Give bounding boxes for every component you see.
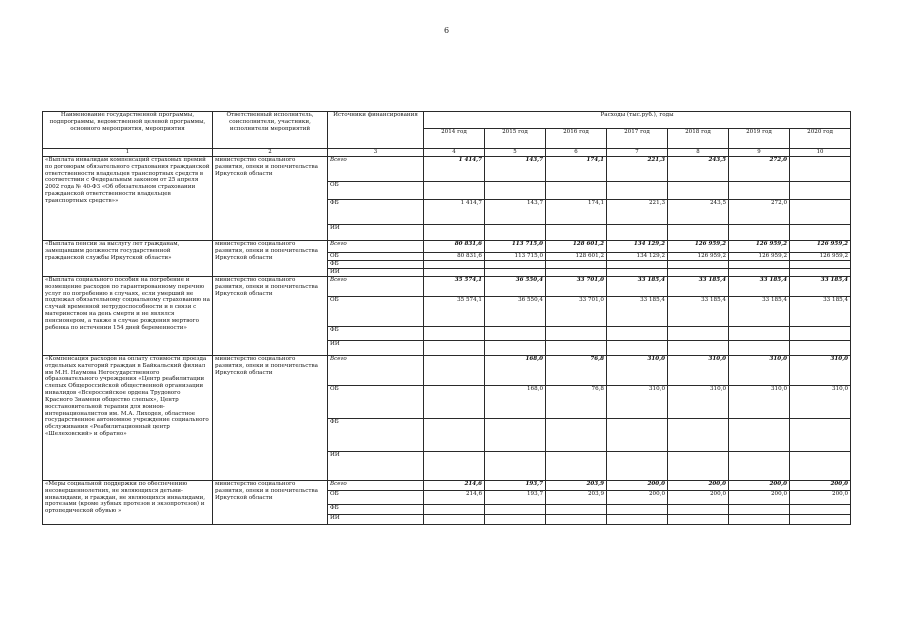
program-name: «Меры социальной поддержки по обеспечению несовершеннолетних, не являющихся детьми-инвалидами, и граждан, не являющихся инвалидами, протезами (кроме зубных протезов и экзопротезов) и ортопедической обувью » bbox=[43, 481, 213, 525]
expense-value bbox=[424, 356, 485, 386]
expense-value bbox=[668, 261, 729, 269]
expense-value: 272,0 bbox=[729, 157, 790, 182]
program-name: «Компенсация расходов на оплату стоимости проезда отдельных категорий граждан в Байкальский филиал им М.Н. Наумова Негосударственного образовательного учреждения «Центр реабилитации слепых Общероссийской общественной организации инвалидов «Всероссийское ордена Трудового Красного Знамени общество слепых», Центр восстановительной терапии для воинов-интернационалистов им. М.А. Лиходея, областное государственное автономное учреждение социального обслуживания «Реабилитационный центр «Шелеховский» и обратно» bbox=[43, 356, 213, 481]
column-number: 2 bbox=[213, 149, 328, 157]
expense-value bbox=[729, 505, 790, 515]
column-number: 9 bbox=[729, 149, 790, 157]
expense-value bbox=[668, 225, 729, 241]
expense-value: 174,1 bbox=[546, 157, 607, 182]
expense-value bbox=[668, 341, 729, 356]
column-number: 3 bbox=[328, 149, 424, 157]
expense-value bbox=[790, 200, 851, 225]
expense-value: 128 601,2 bbox=[546, 253, 607, 261]
expense-value bbox=[546, 261, 607, 269]
expense-value bbox=[729, 269, 790, 277]
expense-value: 33 185,4 bbox=[790, 297, 851, 327]
funding-source: Всего bbox=[328, 157, 424, 182]
funding-source: Всего bbox=[328, 241, 424, 253]
expense-value bbox=[546, 182, 607, 200]
expense-value bbox=[790, 505, 851, 515]
expense-value: 33 185,4 bbox=[607, 277, 668, 297]
expense-value: 221,3 bbox=[607, 157, 668, 182]
expense-value bbox=[729, 225, 790, 241]
expense-value bbox=[546, 327, 607, 341]
expense-value: 33 185,4 bbox=[729, 277, 790, 297]
expense-value bbox=[546, 269, 607, 277]
expense-value bbox=[790, 182, 851, 200]
column-number: 8 bbox=[668, 149, 729, 157]
responsible-executor: министерство социального развития, опеки и попечительства Иркутской области bbox=[213, 481, 328, 525]
expense-value: 126 959,2 bbox=[668, 241, 729, 253]
expense-value: 200,0 bbox=[790, 481, 851, 491]
expense-value: 33 185,4 bbox=[790, 277, 851, 297]
expense-value bbox=[607, 452, 668, 481]
expense-value bbox=[607, 419, 668, 452]
column-number: 1 bbox=[43, 149, 213, 157]
expense-value bbox=[546, 419, 607, 452]
header-program-name: Наименование государственной программы, подпрограммы, ведомственной целевой программы, основного мероприятия, мероприятия bbox=[43, 112, 213, 149]
expense-value: 126 959,2 bbox=[729, 253, 790, 261]
header-year: 2020 год bbox=[790, 129, 851, 149]
expense-value bbox=[607, 269, 668, 277]
expense-value: 310,0 bbox=[607, 356, 668, 386]
table-row bbox=[43, 356, 851, 386]
expense-value bbox=[485, 452, 546, 481]
expense-value: 310,0 bbox=[668, 356, 729, 386]
expense-value: 33 185,4 bbox=[668, 297, 729, 327]
expense-value bbox=[607, 225, 668, 241]
expense-value: 80 831,6 bbox=[424, 253, 485, 261]
funding-source: ОБ bbox=[328, 297, 424, 327]
expense-value bbox=[424, 225, 485, 241]
expense-value bbox=[790, 157, 851, 182]
expense-value bbox=[790, 327, 851, 341]
expense-value: 168,0 bbox=[485, 386, 546, 419]
expense-value bbox=[607, 515, 668, 525]
expense-value: 143,7 bbox=[485, 200, 546, 225]
expense-value: 36 550,4 bbox=[485, 277, 546, 297]
expense-value: 200,0 bbox=[729, 481, 790, 491]
expense-value: 214,6 bbox=[424, 481, 485, 491]
header-responsible: Ответственный исполнитель, соисполнители, участники, исполнители мероприятий bbox=[213, 112, 328, 149]
expense-value: 200,0 bbox=[668, 481, 729, 491]
expense-value: 200,0 bbox=[790, 491, 851, 505]
expense-value bbox=[424, 452, 485, 481]
expense-value: 214,6 bbox=[424, 491, 485, 505]
expense-value bbox=[790, 225, 851, 241]
funding-source: ИИ bbox=[328, 341, 424, 356]
expense-value bbox=[485, 341, 546, 356]
expense-value: 33 185,4 bbox=[668, 277, 729, 297]
expense-value: 126 959,2 bbox=[668, 253, 729, 261]
expense-value bbox=[607, 327, 668, 341]
expense-value: 310,0 bbox=[668, 386, 729, 419]
column-number: 5 bbox=[485, 149, 546, 157]
funding-source: ФБ bbox=[328, 261, 424, 269]
funding-source: ИИ bbox=[328, 269, 424, 277]
header-year: 2014 год bbox=[424, 129, 485, 149]
expense-value bbox=[729, 419, 790, 452]
table-row bbox=[43, 241, 851, 253]
table-row bbox=[43, 481, 851, 491]
header-year: 2016 год bbox=[546, 129, 607, 149]
expense-value bbox=[424, 261, 485, 269]
funding-source: ФБ bbox=[328, 505, 424, 515]
expense-value bbox=[546, 225, 607, 241]
expense-value bbox=[424, 327, 485, 341]
expense-value bbox=[607, 182, 668, 200]
responsible-executor: министерство социального развития, опеки и попечительства Иркутской области bbox=[213, 356, 328, 481]
funding-source: ОБ bbox=[328, 253, 424, 261]
expense-value: 33 185,4 bbox=[607, 297, 668, 327]
expense-value bbox=[424, 341, 485, 356]
funding-source: ФБ bbox=[328, 200, 424, 225]
funding-source: ОБ bbox=[328, 491, 424, 505]
expense-value bbox=[668, 419, 729, 452]
funding-source: ФБ bbox=[328, 327, 424, 341]
expense-value bbox=[546, 505, 607, 515]
expense-value: 174,1 bbox=[546, 200, 607, 225]
column-number: 6 bbox=[546, 149, 607, 157]
expense-value: 200,0 bbox=[607, 491, 668, 505]
expense-value: 134 129,2 bbox=[607, 241, 668, 253]
expense-value: 1 414,7 bbox=[424, 157, 485, 182]
expense-value: 76,8 bbox=[546, 356, 607, 386]
expense-value: 33 701,0 bbox=[546, 297, 607, 327]
expense-value: 134 129,2 bbox=[607, 253, 668, 261]
expense-value: 113 715,0 bbox=[485, 253, 546, 261]
expense-value: 113 715,0 bbox=[485, 241, 546, 253]
expense-value: 128 601,2 bbox=[546, 241, 607, 253]
expense-value bbox=[729, 327, 790, 341]
header-year: 2019 год bbox=[729, 129, 790, 149]
expense-value: 203,9 bbox=[546, 491, 607, 505]
page-number: 6 bbox=[444, 26, 450, 35]
responsible-executor: министерство социального развития, опеки и попечительства Иркутской области bbox=[213, 241, 328, 277]
program-name: «Выплата пенсии за выслугу лет гражданам, замещавшим должности государственной гражданской службы Иркутской области» bbox=[43, 241, 213, 277]
column-number: 7 bbox=[607, 149, 668, 157]
expense-value bbox=[424, 515, 485, 525]
expense-value: 203,9 bbox=[546, 481, 607, 491]
expense-value: 76,8 bbox=[546, 386, 607, 419]
responsible-executor: министерство социального развития, опеки и попечительства Иркутской области bbox=[213, 277, 328, 356]
expense-value: 126 959,2 bbox=[729, 241, 790, 253]
expense-value bbox=[424, 182, 485, 200]
header-year: 2018 год bbox=[668, 129, 729, 149]
expense-value bbox=[790, 269, 851, 277]
expense-value: 310,0 bbox=[790, 386, 851, 419]
expense-value: 200,0 bbox=[729, 491, 790, 505]
expense-value bbox=[424, 386, 485, 419]
expense-value: 243,5 bbox=[668, 200, 729, 225]
expense-value bbox=[729, 182, 790, 200]
expense-value: 193,7 bbox=[485, 491, 546, 505]
expense-value bbox=[485, 261, 546, 269]
expense-value bbox=[607, 505, 668, 515]
column-number: 4 bbox=[424, 149, 485, 157]
expense-value bbox=[607, 341, 668, 356]
column-number: 10 bbox=[790, 149, 851, 157]
expense-value bbox=[729, 341, 790, 356]
expense-value bbox=[790, 419, 851, 452]
expense-value: 193,7 bbox=[485, 481, 546, 491]
expense-value bbox=[729, 261, 790, 269]
funding-source: ИИ bbox=[328, 225, 424, 241]
expense-value bbox=[668, 452, 729, 481]
expense-value bbox=[485, 327, 546, 341]
expense-value: 33 701,0 bbox=[546, 277, 607, 297]
funding-source: ФБ bbox=[328, 419, 424, 452]
header-funding-source: Источники финансирования bbox=[328, 112, 424, 149]
expense-value: 35 574,1 bbox=[424, 297, 485, 327]
expense-value bbox=[485, 505, 546, 515]
expense-value: 310,0 bbox=[607, 386, 668, 419]
expense-value bbox=[546, 452, 607, 481]
table-row bbox=[43, 157, 851, 182]
expense-value bbox=[424, 269, 485, 277]
expense-value bbox=[424, 419, 485, 452]
expense-value bbox=[668, 327, 729, 341]
funding-source: ОБ bbox=[328, 386, 424, 419]
funding-source: ИИ bbox=[328, 452, 424, 481]
expense-value: 168,0 bbox=[485, 356, 546, 386]
header-year: 2015 год bbox=[485, 129, 546, 149]
expense-value bbox=[668, 515, 729, 525]
header-expenses: Расходы (тыс.руб.), годы bbox=[424, 112, 851, 129]
expense-value: 126 959,2 bbox=[790, 253, 851, 261]
expense-value: 272,0 bbox=[729, 200, 790, 225]
expense-value bbox=[485, 419, 546, 452]
expense-value: 126 959,2 bbox=[790, 241, 851, 253]
expense-value: 200,0 bbox=[607, 481, 668, 491]
expense-value: 35 574,1 bbox=[424, 277, 485, 297]
expense-value bbox=[668, 505, 729, 515]
expense-value bbox=[668, 182, 729, 200]
expense-value: 200,0 bbox=[668, 491, 729, 505]
funding-source: ИИ bbox=[328, 515, 424, 525]
expense-value bbox=[668, 269, 729, 277]
expense-value: 1 414,7 bbox=[424, 200, 485, 225]
expense-value: 33 185,4 bbox=[729, 297, 790, 327]
expense-value bbox=[546, 341, 607, 356]
expense-value bbox=[790, 452, 851, 481]
expense-value bbox=[546, 515, 607, 525]
header-year: 2017 год bbox=[607, 129, 668, 149]
funding-source: Всего bbox=[328, 481, 424, 491]
funding-source: Всего bbox=[328, 356, 424, 386]
expense-value: 243,5 bbox=[668, 157, 729, 182]
expense-value bbox=[729, 452, 790, 481]
expense-value bbox=[790, 261, 851, 269]
funding-source: Всего bbox=[328, 277, 424, 297]
expense-value bbox=[424, 505, 485, 515]
expense-value bbox=[790, 341, 851, 356]
expense-value bbox=[485, 182, 546, 200]
expense-value: 310,0 bbox=[729, 386, 790, 419]
expense-value bbox=[485, 225, 546, 241]
responsible-executor: министерство социального развития, опеки и попечительства Иркутской области bbox=[213, 157, 328, 241]
program-name: «Выплата социального пособия на погребение и возмещение расходов по гарантированному перечню услуг по погребению в случаях, если умерший не подлежал обязательному социальному страхованию на случай временной нетрудоспособности и в связи с материнством на день смерти и не являлся пенсионером, а также в случае рождения мертвого ребенка по истечении 154 дней беременности» bbox=[43, 277, 213, 356]
expense-value bbox=[607, 261, 668, 269]
program-name: «Выплата инвалидам компенсаций страховых премий по договорам обязательного страхования гражданской ответственности владельцев транспортных средств в соответствии с Федеральным законом от 25 апреля 2002 года № 40-ФЗ «Об обязательном страховании гражданской ответственности владельцев транспортных средств»» bbox=[43, 157, 213, 241]
expense-value: 143,7 bbox=[485, 157, 546, 182]
expense-value bbox=[485, 269, 546, 277]
table-row bbox=[43, 277, 851, 297]
expense-value bbox=[729, 515, 790, 525]
expense-value bbox=[790, 515, 851, 525]
expense-value bbox=[485, 515, 546, 525]
expense-value: 310,0 bbox=[790, 356, 851, 386]
budget-table bbox=[42, 111, 851, 525]
expense-value: 221,3 bbox=[607, 200, 668, 225]
expense-value: 36 550,4 bbox=[485, 297, 546, 327]
expense-value: 310,0 bbox=[729, 356, 790, 386]
expense-value: 80 831,6 bbox=[424, 241, 485, 253]
funding-source: ОБ bbox=[328, 182, 424, 200]
